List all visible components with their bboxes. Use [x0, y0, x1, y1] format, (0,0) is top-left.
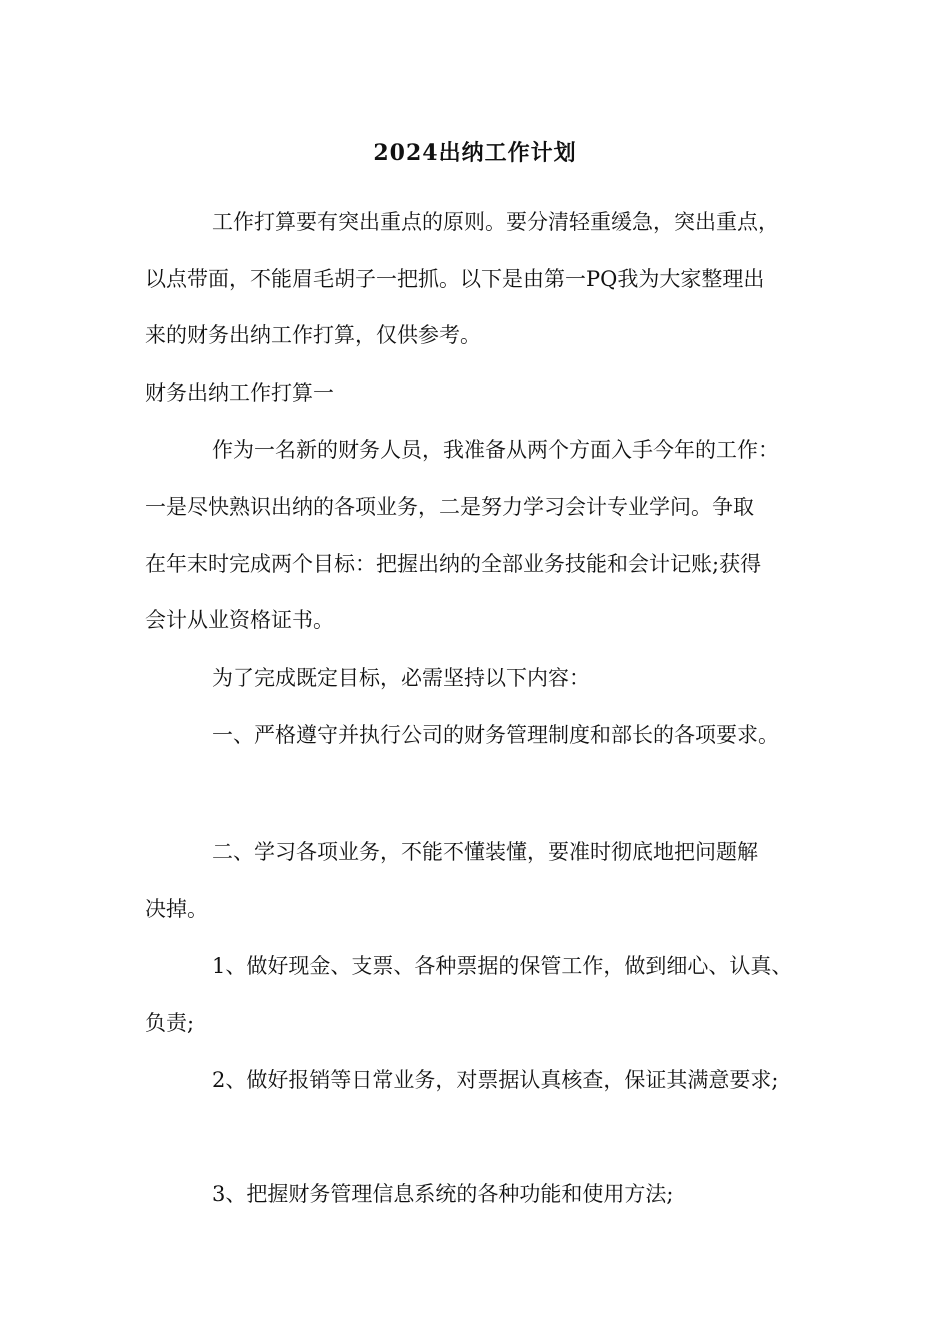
section-heading: 财务出纳工作打算一 [145, 381, 334, 405]
paragraph-line: 一是尽快熟识出纳的各项业务，二是努力学习会计专业学问。争取 [145, 495, 754, 519]
paragraph-line: 来的财务出纳工作打算，仅供参考。 [145, 323, 481, 347]
list-item: 二、学习各项业务，不能不懂装懂，要准时彻底地把问题解 [212, 840, 758, 864]
paragraph-line: 作为一名新的财务人员，我准备从两个方面入手今年的工作： [212, 438, 779, 462]
paragraph-line: 为了完成既定目标，必需坚持以下内容： [212, 666, 590, 690]
list-item: 3、把握财务管理信息系统的各种功能和使用方法; [212, 1182, 674, 1206]
list-item: 一、严格遵守并执行公司的财务管理制度和部长的各项要求。 [212, 723, 779, 747]
list-item: 2、做好报销等日常业务，对票据认真核查，保证其满意要求; [212, 1068, 779, 1092]
paragraph-line: 在年末时完成两个目标：把握出纳的全部业务技能和会计记账;获得 [145, 552, 762, 576]
list-item: 1、做好现金、支票、各种票据的保管工作，做到细心、认真、 [212, 954, 793, 978]
document-title: 2024出纳工作计划 [373, 140, 577, 166]
list-item-continuation: 决掉。 [145, 897, 208, 921]
paragraph-line: 以点带面，不能眉毛胡子一把抓。以下是由第一PQ我为大家整理出 [145, 267, 765, 291]
paragraph-line: 会计从业资格证书。 [145, 608, 334, 632]
list-item-continuation: 负责; [145, 1011, 195, 1035]
paragraph-line: 工作打算要有突出重点的原则。要分清轻重缓急，突出重点， [212, 210, 779, 234]
